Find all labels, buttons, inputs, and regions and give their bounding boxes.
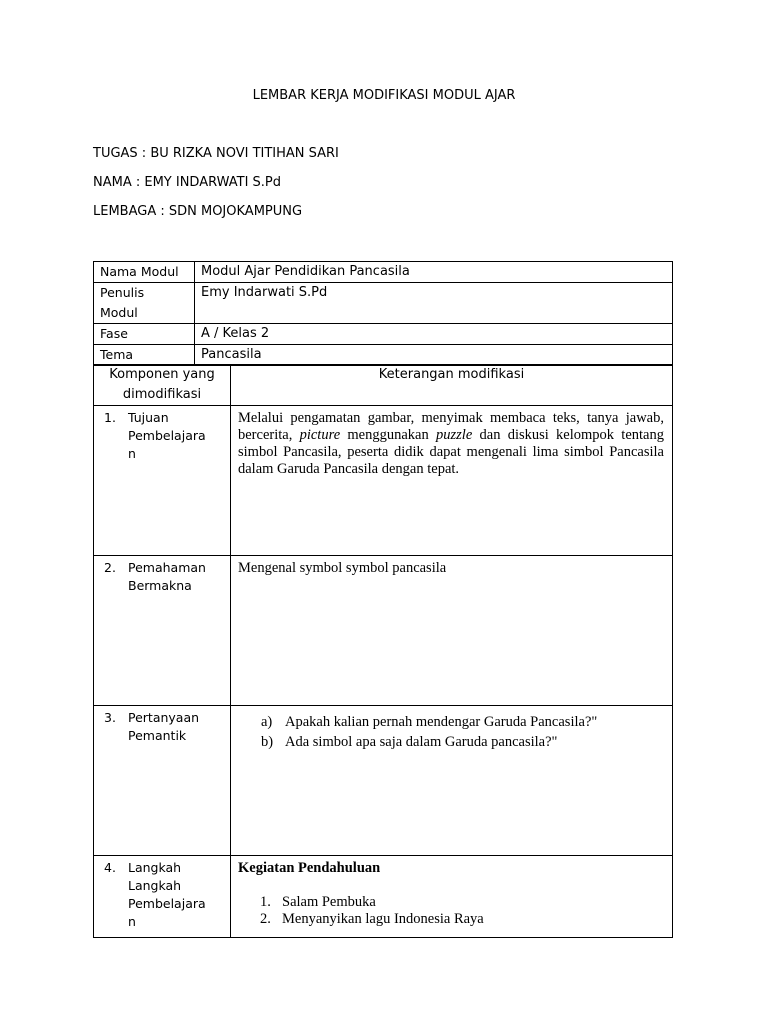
tugas-line: TUGAS : BU RIZKA NOVI TITIHAN SARI bbox=[93, 146, 339, 161]
tujuan-text-part: Melalui pengamatan gambar, menyimak membaca teks, tanya jawab, bercerita, bbox=[238, 410, 664, 443]
list-item bbox=[238, 894, 664, 911]
list-item bbox=[238, 712, 664, 732]
row-number: 3. bbox=[104, 710, 116, 725]
langkah-label-line: Langkah bbox=[128, 878, 182, 893]
fase-value: A / Kelas 2 bbox=[195, 324, 673, 345]
tujuan-label-line: Tujuan bbox=[128, 410, 169, 425]
row-langkah bbox=[94, 856, 673, 938]
document-title: LEMBAR KERJA MODIFIKASI MODUL AJAR bbox=[252, 88, 516, 103]
penulis-value: Emy Indarwati S.Pd bbox=[195, 283, 673, 324]
tujuan-label-cell bbox=[94, 406, 231, 556]
row-number: 4. bbox=[104, 860, 116, 875]
langkah-description bbox=[231, 856, 673, 938]
tema-value: Pancasila bbox=[195, 345, 673, 366]
langkah-label-line: Langkah bbox=[128, 860, 182, 875]
langkah-list bbox=[238, 894, 664, 928]
list-marker: 1. bbox=[260, 894, 271, 910]
list-text: Menyanyikan lagu Indonesia Raya bbox=[282, 911, 484, 927]
tema-row bbox=[94, 345, 673, 366]
komponen-header-line2: dimodifikasi bbox=[122, 387, 202, 402]
list-marker: b) bbox=[261, 734, 274, 750]
pertanyaan-label-line: Pemantik bbox=[128, 728, 187, 743]
penulis-row bbox=[94, 283, 673, 324]
penulis-label bbox=[94, 283, 195, 324]
modification-table bbox=[93, 364, 673, 938]
list-marker: a) bbox=[261, 714, 273, 730]
tujuan-text-italic: puzzle bbox=[436, 427, 473, 443]
tujuan-label-line: Pembelajara bbox=[128, 428, 206, 443]
nama-modul-label: Nama Modul bbox=[94, 262, 195, 283]
list-item bbox=[238, 732, 664, 752]
pertanyaan-description bbox=[231, 706, 673, 856]
row-number: 1. bbox=[104, 410, 116, 425]
list-text: Ada simbol apa saja dalam Garuda pancasila?" bbox=[285, 734, 558, 750]
tujuan-label-line: n bbox=[128, 446, 136, 461]
row-pertanyaan bbox=[94, 706, 673, 856]
list-text: Salam Pembuka bbox=[282, 894, 376, 910]
row-number: 2. bbox=[104, 560, 116, 575]
fase-row bbox=[94, 324, 673, 345]
penulis-label-line2: Modul bbox=[100, 305, 138, 320]
tujuan-text-italic: picture bbox=[299, 427, 341, 443]
langkah-label-line: Pembelajara bbox=[128, 896, 206, 911]
pertanyaan-label-line: Pertanyaan bbox=[128, 710, 200, 725]
row-pemahaman bbox=[94, 556, 673, 706]
list-item bbox=[238, 911, 664, 928]
nama-line: NAMA : EMY INDARWATI S.Pd bbox=[93, 175, 282, 190]
lembaga-line: LEMBAGA : SDN MOJOKAMPUNG bbox=[93, 204, 303, 219]
tujuan-text-part: dan diskusi kelompok tentang simbol Pancasila, peserta didik dapat mengenali lima simbol Pancasila dalam Garuda Pancasila dengan tepat. bbox=[238, 427, 664, 477]
penulis-label-line1: Penulis bbox=[100, 285, 145, 300]
nama-modul-value: Modul Ajar Pendidikan Pancasila bbox=[195, 262, 673, 283]
langkah-label-cell bbox=[94, 856, 231, 938]
pertanyaan-label bbox=[128, 709, 212, 745]
pemahaman-label-cell bbox=[94, 556, 231, 706]
keterangan-header: Keterangan modifikasi bbox=[231, 365, 673, 406]
kegiatan-heading: Kegiatan Pendahuluan bbox=[238, 860, 381, 876]
tujuan-text-part: menggunakan bbox=[340, 427, 436, 443]
pemahaman-label bbox=[128, 559, 212, 595]
modification-header-row bbox=[94, 365, 673, 406]
row-tujuan bbox=[94, 406, 673, 556]
list-text: Apakah kalian pernah mendengar Garuda Pancasila?" bbox=[285, 714, 598, 730]
pemahaman-label-line: Pemahaman bbox=[128, 560, 206, 575]
komponen-header bbox=[94, 365, 231, 406]
pemahaman-description: Mengenal symbol symbol pancasila bbox=[231, 556, 673, 706]
pemahaman-label-line: Bermakna bbox=[128, 578, 192, 593]
tujuan-label bbox=[128, 409, 212, 463]
module-info-table bbox=[93, 261, 673, 366]
fase-label: Fase bbox=[94, 324, 195, 345]
nama-modul-row bbox=[94, 262, 673, 283]
langkah-label-line: n bbox=[128, 914, 136, 929]
list-marker: 2. bbox=[260, 911, 271, 927]
pertanyaan-list bbox=[238, 712, 664, 752]
langkah-label bbox=[128, 859, 212, 931]
komponen-header-line1: Komponen yang bbox=[109, 367, 215, 382]
tujuan-description bbox=[231, 406, 673, 556]
tema-label: Tema bbox=[94, 345, 195, 366]
pertanyaan-label-cell bbox=[94, 706, 231, 856]
